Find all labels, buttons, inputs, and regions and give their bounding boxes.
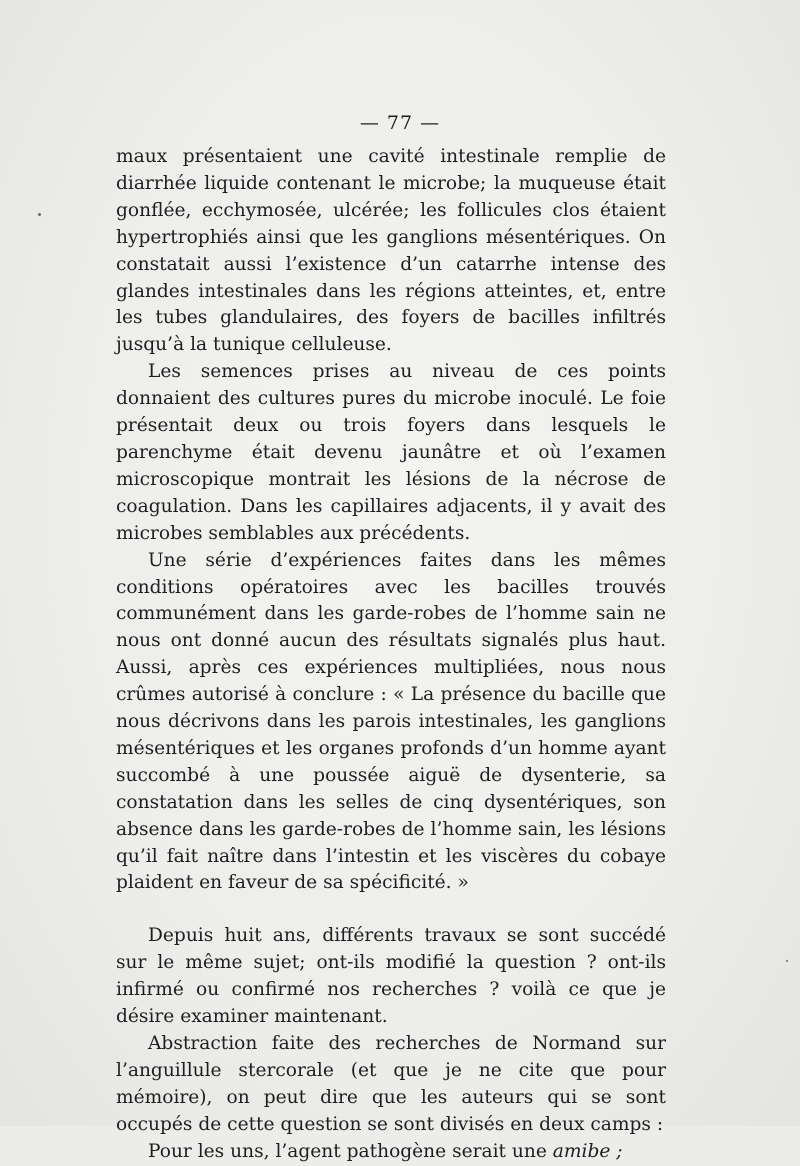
paragraph-5: Abstraction faite des recherches de Normand sur l’anguillule stercorale (et que je ne cite que pour mémoire), on peut dire que les auteurs qui se sont occupés de cette question se sont divisés en deux camps : [116,1033,666,1135]
paragraph-6 [116,1139,666,1166]
paragraph-1: maux présentaient une cavité intestinale remplie de diarrhée liquide contenant le microbe; la muqueuse était gonflée, ecchymosée, ulcérée; les follicules clos étaient hypertrophiés ainsi que les ganglions mésentériques. On constatait aussi l’existence d’un catarrhe intense des glandes intestinales dans les régions atteintes, et, entre les tubes glandulaires, des foyers de bacilles infiltrés jusqu’à la tunique celluleuse. [116,146,666,356]
paragraph-3: Une série d’expériences faites dans les mêmes conditions opératoires avec les bacilles trouvés communément dans les garde-robes de l’homme sain ne nous ont donné aucun des résultats signalés plus haut. Aussi, après ces expériences multipliées, nous nous crûmes autorisé à conclure : « La présence du bacille que nous décrivons dans les parois intestinales, les ganglions mésentériques et les organes profonds d’un homme ayant succombé à une poussée aiguë de dysenterie, sa constatation dans les selles de cinq dysentériques, son absence dans les garde-robes de l’homme sain, les lésions qu’il fait naître dans l’intestin et les viscères du cobaye plaident en faveur de sa spécificité. » [116,549,666,894]
page-number: — 77 — [359,112,441,134]
italic-word: amibe ; [552,1140,623,1162]
paper-speck [786,960,788,962]
paragraph-6-text: Pour les uns, l’agent pathogène serait une [148,1140,553,1162]
paper-speck [38,213,41,216]
paragraph-4: Depuis huit ans, différents travaux se sont succédé sur le même sujet; ont-ils modifié la question ? ont-ils infirmé ou confirmé nos recherches ? voilà ce que je désire examiner maintenant. [116,925,666,1028]
paragraph-2: Les semences prises au niveau de ces points donnaient des cultures pures du microbe inoculé. Le foie présentait deux ou trois foyers dans lesquels le parenchyme était devenu jaunâtre et où l’examen microscopique montrait les lésions de la nécrose de coagulation. Dans les capillaires adjacents, il y avait des microbes semblables aux précédents. [116,361,666,544]
body-text [116,144,666,1166]
